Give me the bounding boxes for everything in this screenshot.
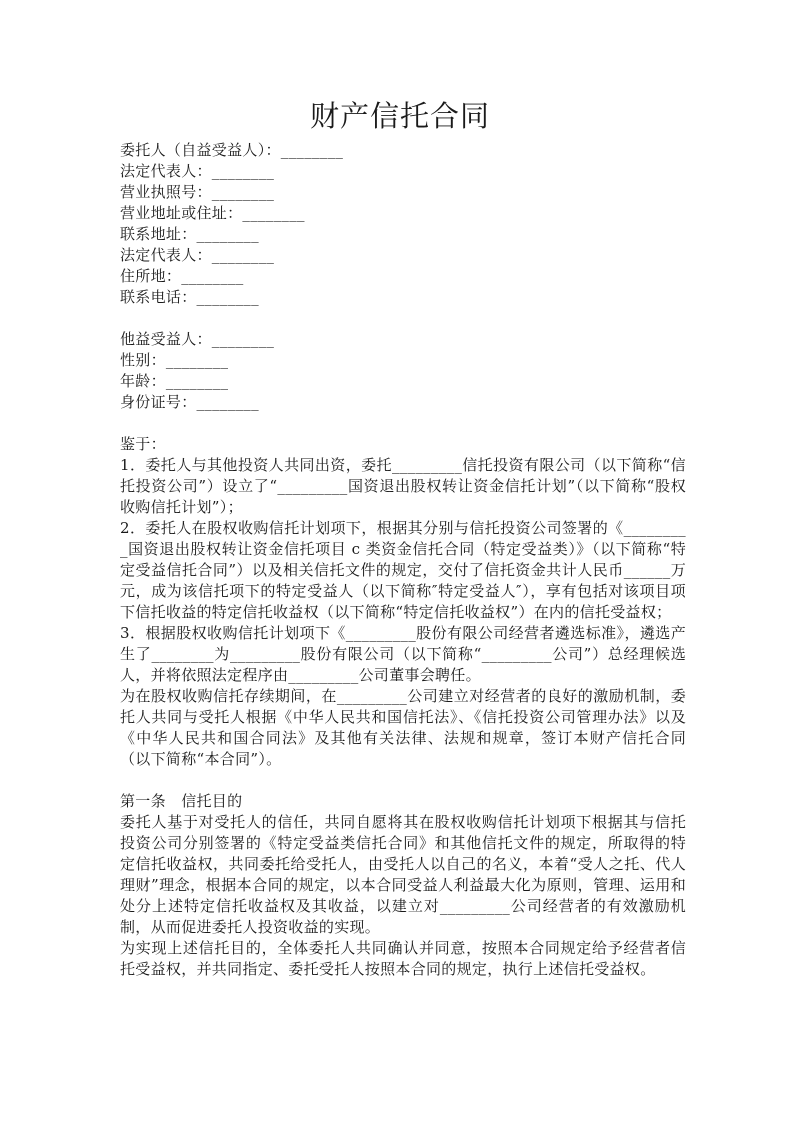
spacer: [120, 308, 686, 329]
party-a-line: 营业地址或住址：________: [120, 204, 305, 222]
party-a-line: 住所地：________: [120, 267, 244, 285]
spacer: [120, 770, 686, 791]
party-b-line: 身份证号：________: [120, 393, 259, 411]
document-title: 财产信托合同: [309, 99, 490, 133]
party-b-line: 性别：________: [120, 351, 229, 369]
whereas-clause-2: 2．委托人在股权收购信托计划项下，根据其分别与信托投资公司签署的《_________国资退出股权转让资金信托项目 c 类资金信托合同（特定受益类）》（以下简称“特定受益信托合同”）以及相关信托文件的规定，交付了信托资金共计人民币______万元，成为该信托项下的特定受益人（以下简称″特定受益人″），享有包括对该项目项下信托收益的特定信托收益权（以下简称“特定信托收益权”）在内的信托受益权；: [120, 519, 686, 621]
party-b-line: 年龄：________: [120, 372, 229, 390]
party-a-line: 营业执照号：________: [120, 183, 275, 201]
whereas-clause-4: 为在股权收购信托存续期间，在_________公司建立对经营者的良好的激励机制，委托人共同与受托人根据《中华人民共和国信托法》、《信托投资公司管理办法》以及《中华人民共和国合同法》及其他有关法律、法规和规章，签订本财产信托合同（以下简称“本合同”）。: [120, 687, 686, 768]
party-b-block: [120, 329, 686, 413]
whereas-clause-3: 3．根据股权收购信托计划项下《_________股份有限公司经营者遴选标准》，遴选产生了________为_________股份有限公司（以下简称“_________公司”）总经理候选人，并将依照法定程序由_________公司董事会聘任。: [120, 624, 686, 684]
whereas-clause-1: 1．委托人与其他投资人共同出资，委托_________信托投资有限公司（以下简称“信托投资公司”）设立了“_________国资退出股权转让资金信托计划”（以下简称“股权收购信托计划”）；: [120, 456, 686, 516]
party-a-line: 联系地址：________: [120, 225, 259, 243]
party-a-line: 法定代表人：________: [120, 162, 275, 180]
whereas-heading: 鉴于：: [120, 435, 166, 453]
article-1-paragraph: 为实现上述信托目的，全体委托人共同确认并同意，按照本合同规定给予经营者信托受益权，并共同指定、委托受托人按照本合同的规定，执行上述信托受益权。: [120, 939, 686, 978]
party-a-line: 联系电话：________: [120, 288, 259, 306]
party-a-block: [120, 140, 686, 308]
document-body: [120, 140, 686, 980]
article-1-paragraph: 委托人基于对受托人的信任，共同自愿将其在股权收购信托计划项下根据其与信托投资公司分别签署的《特定受益类信托合同》和其他信托文件的规定，所取得的特定信托收益权，共同委托给受托人，由受托人以自己的名义，本着“受人之托、代人理财”理念，根据本合同的规定，以本合同受益人利益最大化为原则，管理、运用和处分上述特定信托收益权及其收益，以建立对_________公司经营者的有效激励机制，从而促进委托人投资收益的实现。: [120, 813, 686, 936]
spacer: [120, 413, 686, 434]
party-a-line: 法定代表人：________: [120, 246, 275, 264]
article-1-heading: 第一条 信托目的: [120, 792, 243, 810]
party-b-line: 他益受益人：________: [120, 330, 275, 348]
party-a-line: 委托人（自益受益人）：________: [120, 141, 344, 159]
